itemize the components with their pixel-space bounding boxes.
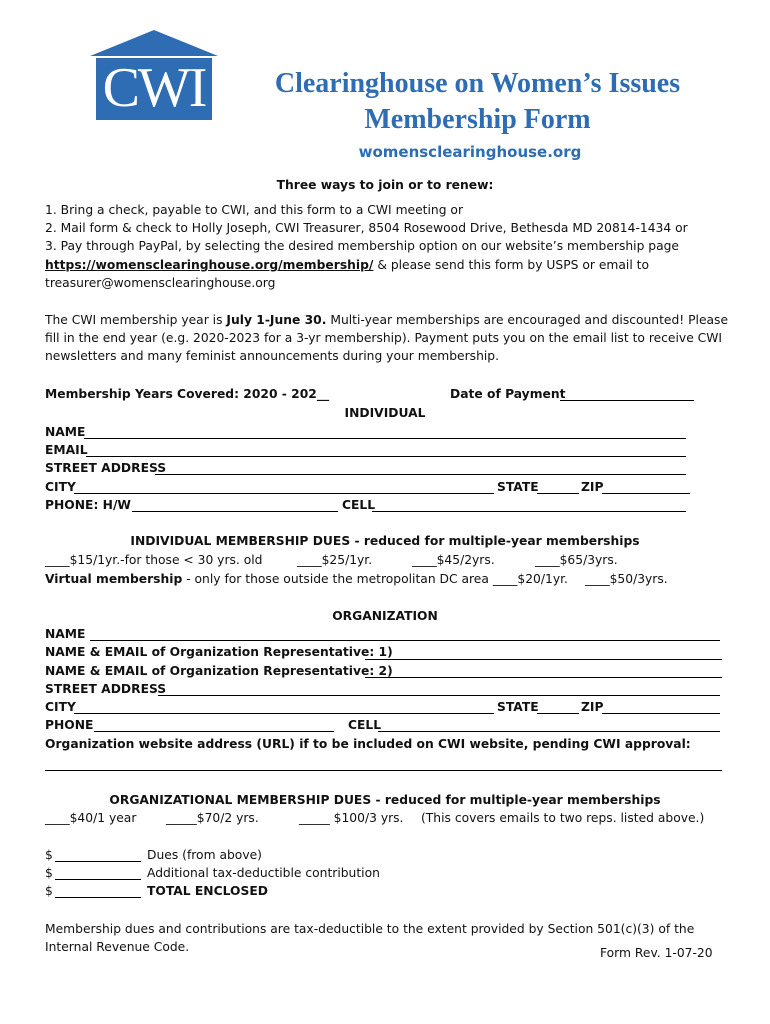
virtual-option-50[interactable]: ____$50/3yrs. xyxy=(585,572,668,586)
total-amount-input[interactable] xyxy=(55,897,141,898)
contribution-amount-input[interactable] xyxy=(55,879,141,880)
form-revision: Form Rev. 1-07-20 xyxy=(600,946,713,960)
individual-city-label: CITY xyxy=(45,480,76,494)
individual-street-label: STREET ADDRESS xyxy=(45,461,167,475)
org-street-label: STREET ADDRESS xyxy=(45,682,167,696)
ways-heading: Three ways to join or to renew: xyxy=(276,178,494,192)
virtual-membership-line xyxy=(45,572,568,586)
form-title-line2: Membership Form xyxy=(364,104,591,135)
individual-zip-label: ZIP xyxy=(581,480,604,494)
org-state-input[interactable] xyxy=(537,713,579,714)
individual-option-15[interactable]: ____$15/1yr.-for those < 30 yrs. old xyxy=(45,553,263,567)
individual-street-input[interactable] xyxy=(155,474,686,475)
org-rep2-input[interactable] xyxy=(365,677,722,678)
org-state-label: STATE xyxy=(497,700,539,714)
individual-city-input[interactable] xyxy=(74,493,494,494)
website-link[interactable]: womensclearinghouse.org xyxy=(358,143,582,161)
org-option-40[interactable]: ____$40/1 year xyxy=(45,811,137,825)
individual-cell-input[interactable] xyxy=(372,511,686,512)
org-city-label: CITY xyxy=(45,700,76,714)
step-1: 1. Bring a check, payable to CWI, and this form to a CWI meeting or xyxy=(45,203,463,217)
total-label: TOTAL ENCLOSED xyxy=(147,884,268,898)
org-dues-heading: ORGANIZATIONAL MEMBERSHIP DUES - reduced for multiple-year memberships xyxy=(109,793,661,807)
org-rep2-label: NAME & EMAIL of Organization Representative: 2) xyxy=(45,664,393,678)
tax-note-line1: Membership dues and contributions are tax-deductible to the extent provided by Section 501(c)(3) of the xyxy=(45,922,695,936)
org-website-question: Organization website address (URL) if to be included on CWI website, pending CWI approval: xyxy=(45,737,691,751)
contribution-label: Additional tax-deductible contribution xyxy=(147,866,380,880)
year-info-rest: Multi-year memberships are encouraged and discounted! Please xyxy=(326,313,729,327)
individual-cell-label: CELL xyxy=(342,498,376,512)
individual-phone-label: PHONE: H/W xyxy=(45,498,131,512)
year-info-text: The CWI membership year is xyxy=(45,313,227,327)
individual-option-25[interactable]: ____$25/1yr. xyxy=(297,553,373,567)
org-city-input[interactable] xyxy=(74,713,494,714)
treasurer-email[interactable]: treasurer@womensclearinghouse.org xyxy=(45,276,276,290)
individual-heading: INDIVIDUAL xyxy=(344,406,426,420)
contribution-dollar-sign: $ xyxy=(45,866,53,880)
step-3-continued-text: & please send this form by USPS or email to xyxy=(373,258,650,272)
membership-page-link[interactable]: https://womensclearinghouse.org/membership/ xyxy=(45,258,374,272)
cwi-logo xyxy=(88,30,220,120)
step-2: 2. Mail form & check to Holly Joseph, CWI Treasurer, 8504 Rosewood Drive, Bethesda MD 20814-1434 or xyxy=(45,221,688,235)
step-3: 3. Pay through PayPal, by selecting the desired membership option on our website’s membership page xyxy=(45,239,679,253)
org-cell-label: CELL xyxy=(348,718,382,732)
org-zip-input[interactable] xyxy=(602,713,720,714)
dues-dollar-sign: $ xyxy=(45,848,53,862)
tax-note-line2: Internal Revenue Code. xyxy=(45,940,190,954)
year-range: July 1-June 30. xyxy=(226,313,327,327)
virtual-option-20[interactable]: - only for those outside the metropolitan DC area ____$20/1yr. xyxy=(182,572,568,586)
individual-email-input[interactable] xyxy=(86,456,686,457)
organization-heading: ORGANIZATION xyxy=(332,609,438,623)
year-info-line1 xyxy=(45,313,728,327)
org-phone-input[interactable] xyxy=(94,731,334,732)
individual-option-65[interactable]: ____$65/3yrs. xyxy=(535,553,618,567)
form-title-line1: Clearinghouse on Women’s Issues xyxy=(274,68,681,99)
dues-amount-input[interactable] xyxy=(55,861,141,862)
individual-option-45[interactable]: ____$45/2yrs. xyxy=(412,553,495,567)
individual-name-input[interactable] xyxy=(84,438,686,439)
org-zip-label: ZIP xyxy=(581,700,604,714)
virtual-membership-label: Virtual membership xyxy=(45,572,183,586)
date-of-payment-input[interactable] xyxy=(560,400,694,401)
individual-state-input[interactable] xyxy=(537,493,579,494)
date-of-payment-label: Date of Payment xyxy=(450,387,566,401)
individual-zip-input[interactable] xyxy=(602,493,690,494)
org-name-label: NAME xyxy=(45,627,86,641)
org-website-input[interactable] xyxy=(45,770,722,771)
individual-phone-input[interactable] xyxy=(132,511,338,512)
org-option-100[interactable]: _____ $100/3 yrs. xyxy=(299,811,404,825)
total-dollar-sign: $ xyxy=(45,884,53,898)
org-street-input[interactable] xyxy=(158,695,720,696)
years-covered-field[interactable]: Membership Years Covered: 2020 - 202__ xyxy=(45,387,330,401)
org-name-input[interactable] xyxy=(90,640,720,641)
org-cell-input[interactable] xyxy=(378,731,720,732)
individual-state-label: STATE xyxy=(497,480,539,494)
org-option-note: (This covers emails to two reps. listed above.) xyxy=(421,811,705,825)
logo-text: CWI xyxy=(102,57,206,119)
individual-name-label: NAME xyxy=(45,425,86,439)
individual-email-label: EMAIL xyxy=(45,443,88,457)
org-rep1-input[interactable] xyxy=(365,659,722,660)
dues-label: Dues (from above) xyxy=(147,848,262,862)
org-rep1-label: NAME & EMAIL of Organization Representative: 1) xyxy=(45,645,393,659)
step-3-continued xyxy=(45,258,649,272)
year-info-line3: newsletters and many feminist announcements during your membership. xyxy=(45,349,500,363)
org-phone-label: PHONE xyxy=(45,718,94,732)
org-option-70[interactable]: _____$70/2 yrs. xyxy=(166,811,259,825)
individual-dues-heading: INDIVIDUAL MEMBERSHIP DUES - reduced for multiple-year memberships xyxy=(130,534,640,548)
year-info-line2: fill in the end year (e.g. 2020-2023 for a 3-yr membership). Payment puts you on the email list to receive CWI xyxy=(45,331,723,345)
